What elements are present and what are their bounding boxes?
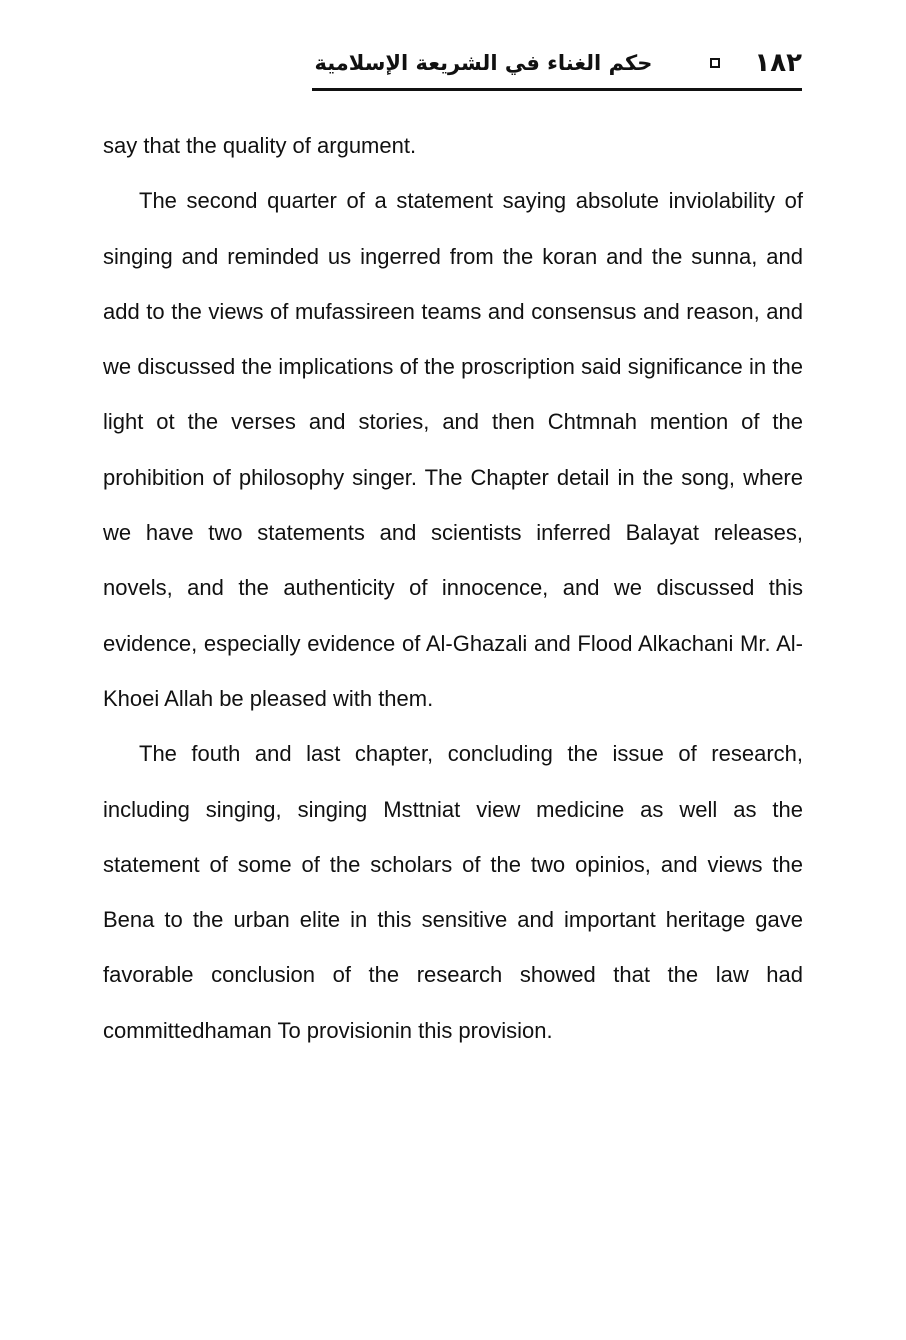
header-row [314, 40, 802, 86]
page-header [312, 40, 802, 92]
paragraph-fourth-chapter: The fouth and last chapter, concluding the issue of research, including singing, singing Msttniat view medicine as well as the statement of some of the scholars of the two opinios, and views the Bena to the urban elite in this sensitive and important heritage gave favorable conclusion of the research showed that the law had committedhaman To provisionin this provision. [103, 741, 803, 1043]
square-separator-icon [710, 58, 720, 68]
page-number: ١٨٢ [754, 48, 802, 78]
running-title: حكم الغناء في الشريعة الإسلامية [314, 51, 653, 75]
body-text [103, 118, 803, 1058]
paragraph-second-quarter: The second quarter of a statement saying absolute inviolability of singing and reminded us ingerred from the koran and the sunna, and add to the views of mufassireen teams and consensus and reason, and we discussed the implications of the proscription said significance in the light ot the verses and stories, and then Chtmnah mention of the prohibition of philosophy singer. The Chapter detail in the song, where we have two statements and scientists inferred Balayat releases, novels, and the authenticity of innocence, and we discussed this evidence, especially evidence of Al-Ghazali and Flood Alkachani Mr. Al-Khoei Allah be pleased with them. [103, 188, 803, 711]
header-rule [312, 88, 802, 91]
paragraph-continuation: say that the quality of argument. [103, 133, 417, 158]
